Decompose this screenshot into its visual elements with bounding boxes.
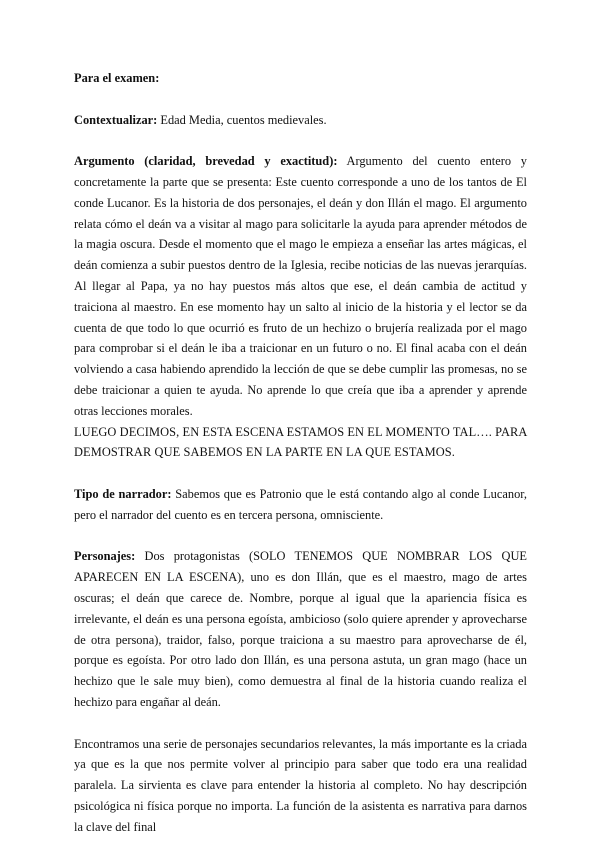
contexto-label: Contextualizar: xyxy=(74,112,158,127)
argumento-text: Argumento del cuento entero y concretamente la parte que se presenta: Este cuento corresponde a uno de los tantos de El conde Lucanor. Es la historia de dos personajes, el deán y don Illán el mago. El argumento relata cómo el deán va a visitar al mago para solicitarle la ayuda para aprender métodos de la magia oscura. Desde el momento que el mago le empieza a enseñar las artes mágicas, el deán comienza a subir puestos dentro de la Iglesia, recibe noticias de las nuevas jerarquías. Al llegar al Papa, ya no hay puestos más altos que ese, el deán cambia de actitud y traiciona al maestro. En ese momento hay un salto al inicio de la historia y el lector se da cuenta de que todo lo que ocurrió es fruto de un hechizo o brujería realizada por el mago para comprobar si el deán le iba a traicionar en un futuro o no. El final acaba con el deán volviendo a casa habiendo aprendido la lección de que se debe cumplir las promesas, no se debe traicionar a quien te ayuda. No aprende lo que creía que iba a aprender y aprende otras lecciones morales. xyxy=(74,154,527,418)
document-page xyxy=(74,68,527,837)
argumento-paragraph xyxy=(74,151,527,421)
personajes-label: Personajes: xyxy=(74,549,136,564)
personajes-paragraph xyxy=(74,546,527,712)
argumento-caps-note: LUEGO DECIMOS, EN ESTA ESCENA ESTAMOS EN EL MOMENTO TAL…. PARA DEMOSTRAR QUE SABEMOS EN LA PARTE EN LA QUE ESTAMOS. xyxy=(74,424,527,460)
narrador-label: Tipo de narrador: xyxy=(74,486,172,501)
exam-heading xyxy=(74,68,527,89)
contexto-text: Edad Media, cuentos medievales. xyxy=(157,112,327,127)
narrador-paragraph xyxy=(74,484,527,526)
narrador-text: Sabemos que es Patronio que le está contando algo al conde Lucanor, pero el narrador del cuento es en tercera persona, omnisciente. xyxy=(74,486,527,522)
secundarios-paragraph: Encontramos una serie de personajes secundarios relevantes, la más importante es la criada ya que es la que nos permite volver al principio para saber que todo era una realidad paralela. La sirvienta es clave para entender la historia al completo. No hay descripción psicológica ni física porque no importa. La función de la asistenta es narrativa para darnos la clave del final xyxy=(74,736,527,834)
personajes-text: Dos protagonistas (SOLO TENEMOS QUE NOMBRAR LOS QUE APARECEN EN LA ESCENA), uno es don Illán, que es el maestro, mago de artes oscuras; el deán que carece de. Nombre, porque al igual que la apariencia física es irrelevante, el deán es una persona egoísta, ambicioso (solo quiere aprender y aprovecharse de otra persona), traidor, falso, porque traiciona a su maestro para aprovecharse de él, porque es egoísta. Por otro lado don Illán, es una persona astuta, un gran mago (hace un hechizo que le sale muy bien), como demuestra al final de la historia cuando realiza el hechizo para engañar al deán. xyxy=(74,549,527,709)
exam-heading-text: Para el examen: xyxy=(74,71,160,85)
argumento-label: Argumento (claridad, brevedad y exactitud): xyxy=(74,154,338,169)
contexto-paragraph xyxy=(74,110,527,131)
